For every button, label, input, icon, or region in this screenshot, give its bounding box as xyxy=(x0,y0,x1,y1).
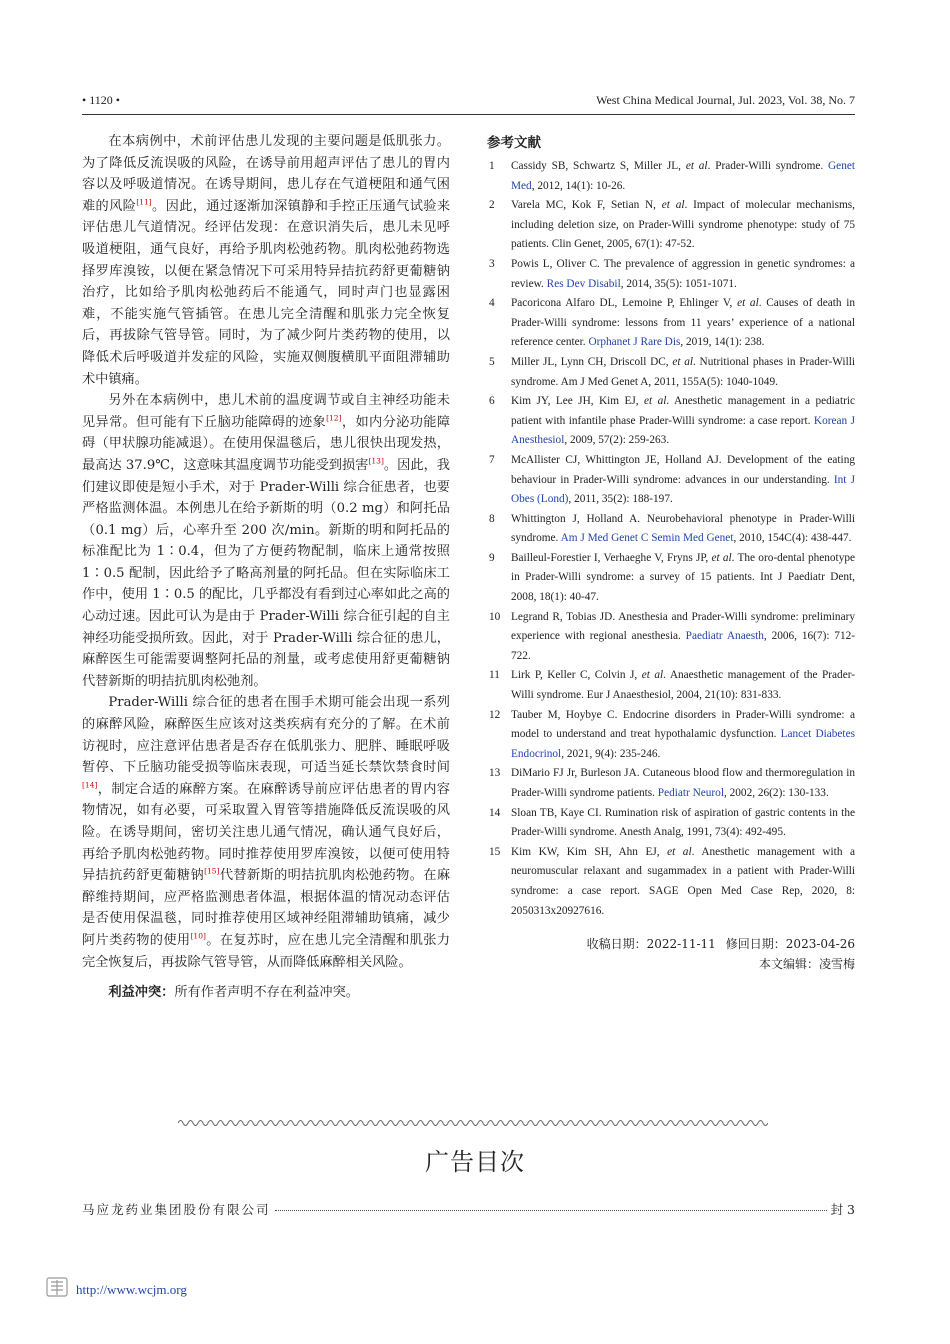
reference-number: 1 xyxy=(489,160,495,172)
citation-link[interactable]: [14] xyxy=(82,780,98,790)
reference-text: Varela MC, Kok F, Setian N, et al. Impact of molecular mechanisms, including deletion size, on Prader-Willi syndrome phenotype: study of 75 patients. Clin Genet, 2005, 67(1): 47-52. xyxy=(511,199,856,251)
reference-item xyxy=(487,157,855,196)
references-title: 参考文献 xyxy=(487,135,541,151)
reference-text: Miller JL, Lynn CH, Driscoll DC, et al. Nutritional phases in Prader-Willi syndrome. Am J Med Genet A, 2011, 155A(5): 1040-1049. xyxy=(511,355,855,388)
body-text-column xyxy=(82,131,450,1004)
reference-number: 2 xyxy=(489,199,495,212)
reference-number: 12 xyxy=(489,708,501,721)
reference-number: 10 xyxy=(489,610,501,623)
reference-text: Legrand R, Tobias JD. Anesthesia and Prader-Willi syndrome: preliminary experience with regional anesthesia. Paediatr Anaesth, 2006, 16(7): 712-722. xyxy=(511,610,856,662)
reference-item xyxy=(487,804,855,843)
journal-link[interactable]: Pediatr Neurol xyxy=(657,787,724,799)
reference-number: 5 xyxy=(489,355,495,368)
reference-item xyxy=(487,294,855,353)
journal-logo-icon xyxy=(46,1276,68,1298)
reference-list xyxy=(487,157,855,921)
reference-number: 11 xyxy=(489,669,500,682)
reference-number: 9 xyxy=(489,551,495,564)
reference-item xyxy=(487,706,855,765)
reference-text: Powis L, Oliver C. The prevalence of aggression in genetic syndromes: a review. Res Dev Disabil, 2014, 35(5): 1051-1071. xyxy=(511,257,855,290)
reference-text: Whittington J, Holland A. Neurobehavioral phenotype in Prader-Willi syndrome. Am J Med Genet C Semin Med Genet, 2010, 154C(4): 438-447. xyxy=(511,512,855,545)
body-paragraph-1: 在本病例中，术前评估患儿发现的主要问题是低肌张力。为了降低反流误吸的风险，在诱导前用超声评估了患儿的胃内容以及呼吸道情况。在诱导期间，患儿存在气道梗阻和通气困难的风险[11]。因此，通过逐渐加深镇静和手控正压通气试验来评估患儿气道情况。经评估发现：在意识消失后，患儿未见呼吸道梗阻，通气良好，再给予肌肉松弛药物。肌肉松弛药物选择罗库溴铵，以便在紧急情况下可采用特异拮抗药舒更葡糖钠治疗，比如给予肌肉松弛药后不能通气，同时声门也显露困难，不能实施气管插管。在患儿完全清醒和肌张力完全恢复后，再拔除气管导管。同时，为了减少阿片类药物的使用，以降低术后呼吸道并发症的风险，实施双侧腹横肌平面阻滞辅助术中镇痛。 xyxy=(82,134,451,387)
body-paragraph-3: Prader-Willi 综合征的患者在围手术期可能会出现一系列的麻醉风险，麻醉医生应该对这类疾病有充分的了解。在术前访视时，应注意评估患者是否存在低肌张力、肥胖、睡眠呼吸暂停、下丘脑功能受损等临床表现，可适当延长禁饮禁食时间[14]，制定合适的麻醉方案。在麻醉诱导前应评估患者的胃内容物情况，如有必要，可采取置入胃管等措施降低反流误吸的风险。在诱导期间，密切关注患儿通气情况，确认通气良好后，再给予肌肉松弛药物。同时推荐使用罗库溴铵，以便可使用特异拮抗药舒更葡糖钠[15]代替新斯的明拮抗肌肉松弛药物。在麻醉维持期间，应严格监测患者体温，根据体温的情况动态评估是否使用保温毯，同时推荐使用区域神经阻滞辅助镇痛，减少阿片类药物的使用[10]。在复苏时，应在患儿完全清醒和肌张力完全恢复后，再拔除气管导管，从而降低麻醉相关风险。 xyxy=(82,695,451,970)
reference-text: Kim JY, Lee JH, Kim EJ, et al. Anesthetic management in a pediatric patient with infantile phase Prader-Willi syndrome: a case report. Korean J Anesthesiol, 2009, 57(2): 259-263. xyxy=(511,395,855,447)
journal-link[interactable]: Lancet Diabetes Endocrinol xyxy=(511,728,855,760)
article-dates xyxy=(487,935,855,974)
journal-link[interactable]: Orphanet J Rare Dis xyxy=(588,336,681,349)
reference-item xyxy=(487,843,855,921)
reference-item xyxy=(487,764,855,803)
reference-text: Bailleul-Forestier I, Verhaeghe V, Fryns JP, et al. The oro-dental phenotype in Prader-Willi syndrome: a survey of 15 patients. Int J Paediatr Dent, 2008, 18(1): 40-47. xyxy=(511,551,856,604)
citation-link[interactable]: [15] xyxy=(204,866,220,876)
ad-company-name: 马应龙药业集团股份有限公司 xyxy=(82,1202,271,1217)
reference-text: Pacoricona Alfaro DL, Lemoine P, Ehlinger V, et al. Causes of death in Prader-Willi syndrome: lessons from 11 years’ experience of a national reference center. Orphanet J Rare Dis, 2019, 14(1): 238. xyxy=(511,297,855,349)
reference-text: McAllister CJ, Whittington JE, Holland AJ. Development of the eating behaviour in Prader-Willi syndrome: advances in our understanding. Int J Obes (Lond), 2011, 35(2): 188-197. xyxy=(511,453,855,506)
reference-number: 6 xyxy=(489,395,495,408)
reference-item xyxy=(487,353,855,392)
body-paragraph-2: 另外在本病例中，患儿术前的温度调节或自主神经功能未见异常。但可能有下丘脑功能障碍的迹象[12]，如内分泌功能障碍（甲状腺功能减退）。在使用保温毯后，患儿很快出现发热，最高达 37.9℃，这意味其温度调节功能受到损害[13]。因此，我们建议即使是短小手术，对于 Prader-Willi 综合征患者，也要严格监测体温。本例患儿在给予新斯的明（0.2 mg）和阿托品（0.1 mg）后，心率升至 200 次/min。新斯的明和阿托品的标准配比为 1∶0.4，但为了方便药物配制，临床上通常按照 1∶0.5 配制，因此给予了略高剂量的阿托品。但在实际临床工作中，使用 1∶0.5 的配比，几乎都没有看到过心率如此之高的心动过速。因此可认为是由于 Prader-Willi 综合征引起的自主神经功能受损所致。因此，对于 Prader-Willi 综合征的患儿，麻醉医生可能需要调整阿托品的剂量，或考虑使用舒更葡糖钠代替新斯的明拮抗肌肉松弛剂。 xyxy=(82,393,451,689)
reference-text: Lirk P, Keller C, Colvin J, et al. Anaesthetic management of the Prader-Willi syndrome. Eur J Anaesthesiol, 2004, 21(10): 831-833. xyxy=(511,669,856,702)
reference-number: 14 xyxy=(489,806,501,819)
wave-divider xyxy=(178,1116,768,1130)
reference-text: Sloan TB, Kaye CI. Rumination risk of aspiration of gastric contents in the Prader-Willi syndrome. Anesth Analg, 1991, 73(4): 492-495. xyxy=(511,806,855,839)
reference-number: 4 xyxy=(489,297,495,310)
journal-link[interactable]: Genet Med xyxy=(511,160,855,192)
reference-number: 13 xyxy=(489,767,501,780)
journal-link[interactable]: Am J Med Genet C Semin Med Genet xyxy=(560,532,734,545)
references-section xyxy=(487,131,855,974)
journal-link[interactable]: Korean J Anesthesiol xyxy=(511,414,855,447)
reference-item xyxy=(487,196,855,255)
citation-link[interactable]: [13] xyxy=(368,456,384,466)
journal-link[interactable]: Paediatr Anaesth xyxy=(685,630,764,643)
reference-text: Tauber M, Hoybye C. Endocrine disorders in Prader-Willi syndrome: a model to understand and treat hypothalamic dysfunction. Lancet Diabetes Endocrinol, 2021, 9(4): 235-246. xyxy=(511,708,855,760)
reference-text: DiMario FJ Jr, Burleson JA. Cutaneous blood flow and thermoregulation in Prader-Willi syndrome patients. Pediatr Neurol, 2002, 26(2): 130-133. xyxy=(511,767,855,799)
citation-link[interactable]: [12] xyxy=(326,413,342,423)
conflict-label: 利益冲突： xyxy=(108,985,175,1001)
page-number: • 1120 • xyxy=(82,93,120,107)
reference-text: Cassidy SB, Schwartz S, Miller JL, et al. Prader-Willi syndrome. Genet Med, 2012, 14(1): 10-26. xyxy=(511,160,855,192)
reference-item xyxy=(487,666,855,705)
ads-title: 广告目次 xyxy=(425,1148,525,1176)
reference-item xyxy=(487,451,855,510)
conflict-of-interest: 利益冲突：所有作者声明不存在利益冲突。 xyxy=(108,985,359,1001)
reference-number: 3 xyxy=(489,257,495,270)
ad-entry xyxy=(82,1200,855,1218)
journal-link[interactable]: Res Dev Disabil xyxy=(546,277,621,290)
reference-number: 15 xyxy=(489,845,501,858)
received-date: 收稿日期：2022-11-11 xyxy=(586,937,716,952)
reference-item xyxy=(487,510,855,549)
revised-date: 修回日期：2023-04-26 xyxy=(725,937,855,952)
reference-number: 7 xyxy=(489,453,495,466)
journal-running-title: West China Medical Journal, Jul. 2023, Vol. 38, No. 7 xyxy=(596,93,855,107)
reference-item xyxy=(487,392,855,451)
reference-item xyxy=(487,255,855,294)
header-rule xyxy=(82,114,855,115)
journal-link[interactable]: Int J Obes (Lond) xyxy=(511,473,855,506)
footer-website-link[interactable]: http://www.wcjm.org xyxy=(76,1282,187,1297)
ad-page-ref: 封 3 xyxy=(830,1202,855,1217)
citation-link[interactable]: [10] xyxy=(190,931,206,941)
editor: 本文编辑：凌雪梅 xyxy=(758,956,855,971)
reference-text: Kim KW, Kim SH, Ahn EJ, et al. Anesthetic management with a neuromuscular relaxant and sugammadex in a patient with Prader-Willi syndrome: a case report. SAGE Open Med Case Rep, 2020, 8: 2050313x20927616. xyxy=(511,845,855,917)
reference-item xyxy=(487,549,855,608)
leader-dots xyxy=(275,1210,827,1211)
reference-item xyxy=(487,608,855,667)
citation-link[interactable]: [11] xyxy=(136,197,152,207)
reference-number: 8 xyxy=(489,512,495,525)
